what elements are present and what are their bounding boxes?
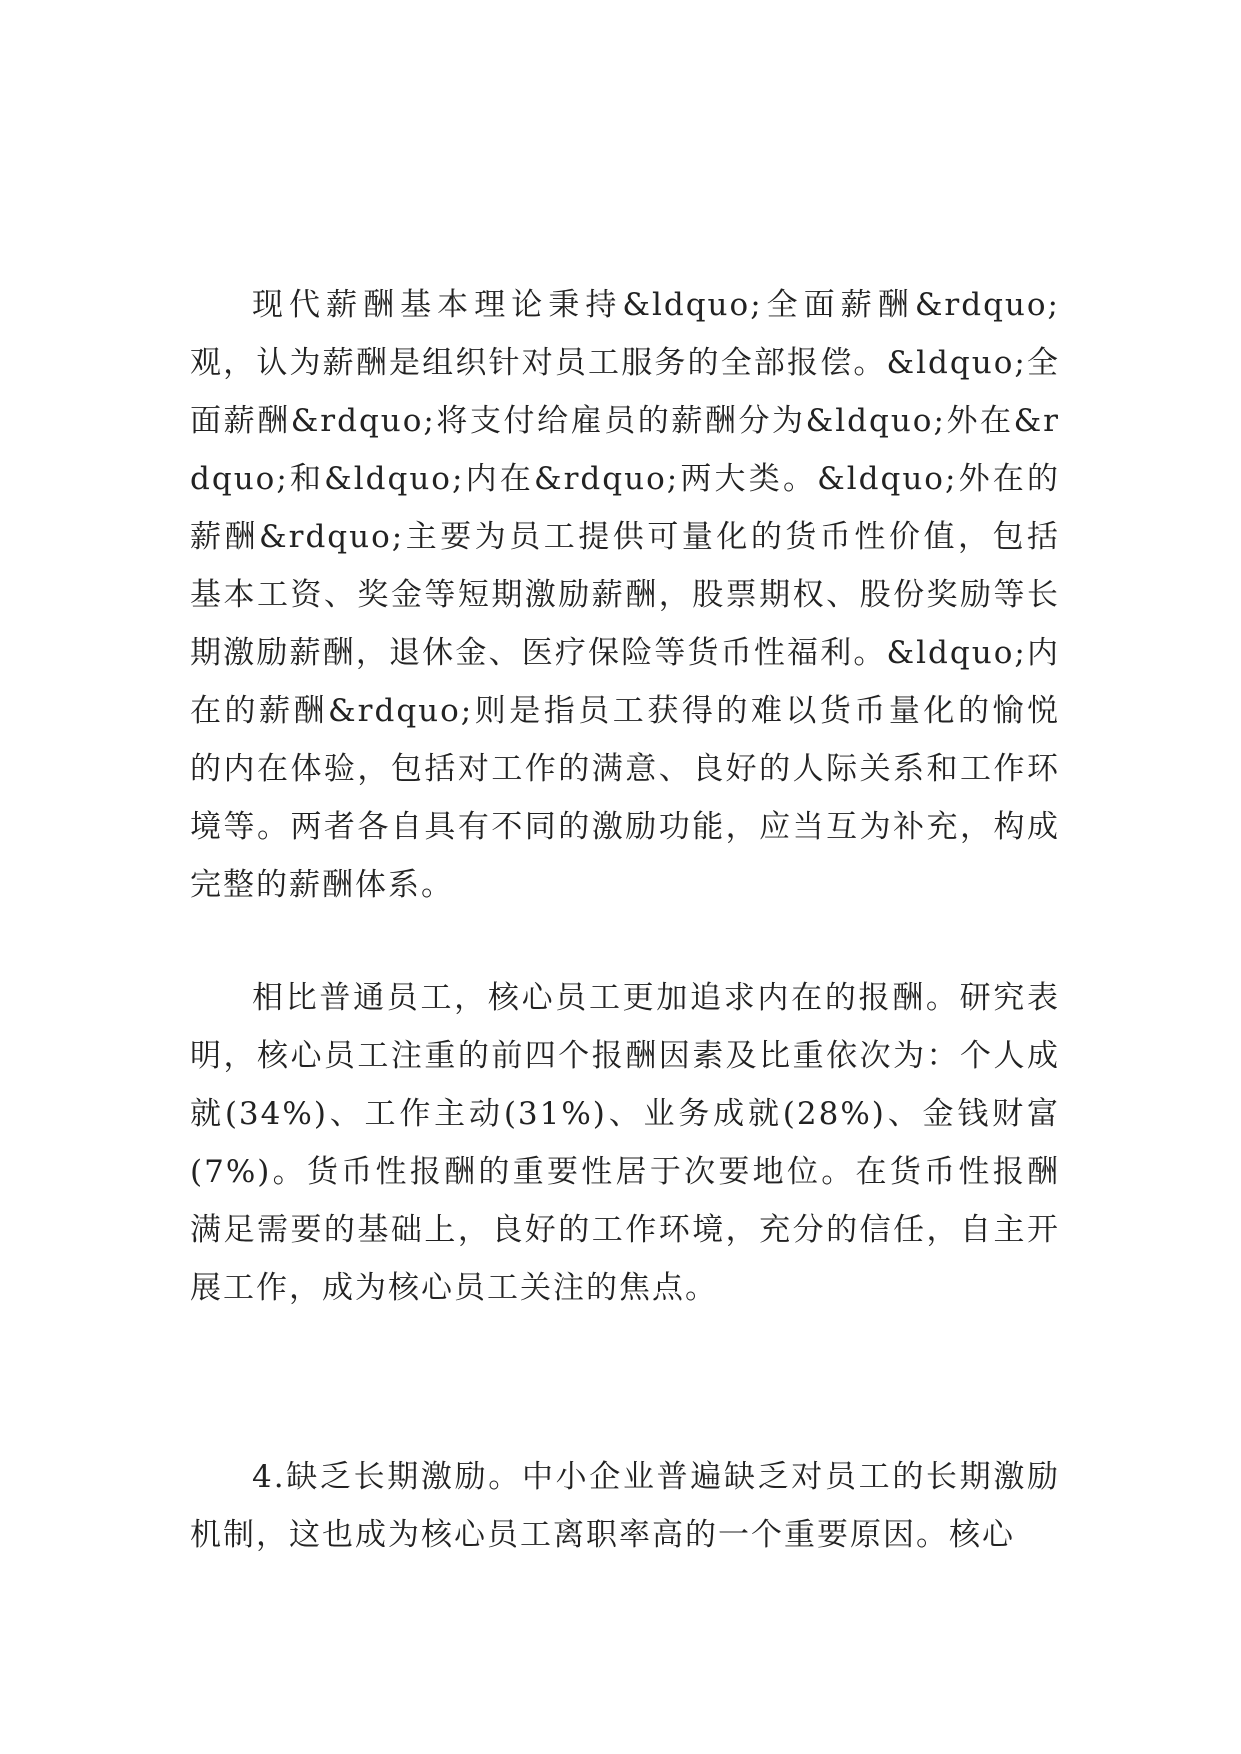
paragraph-core-employee-rewards: 相比普通员工，核心员工更加追求内在的报酬。研究表明，核心员工注重的前四个报酬因素及比重依次为：个人成就(34%)、工作主动(31%)、业务成就(28%)、金钱财富(7%)。货币性报酬的重要性居于次要地位。在货币性报酬满足需要的基础上，良好的工作环境，充分的信任，自主开展工作，成为核心员工关注的焦点。 (190, 980, 1060, 1306)
paragraph-total-compensation: 现代薪酬基本理论秉持&ldquo;全面薪酬&rdquo;观，认为薪酬是组织针对员工服务的全部报偿。&ldquo;全面薪酬&rdquo;将支付给雇员的薪酬分为&ldquo;外在&rdquo;和&ldquo;内在&rdquo;两大类。&ldquo;外在的薪酬&rdquo;主要为员工提供可量化的货币性价值，包括基本工资、奖金等短期激励薪酬，股票期权、股份奖励等长期激励薪酬，退休金、医疗保险等货币性福利。&ldquo;内在的薪酬&rdquo;则是指员工获得的难以货币量化的愉悦的内在体验，包括对工作的满意、良好的人际关系和工作环境等。两者各自具有不同的激励功能，应当互为补充，构成完整的薪酬体系。 (190, 287, 1060, 903)
paragraph-long-term-incentive: 4.缺乏长期激励。中小企业普遍缺乏对员工的长期激励机制，这也成为核心员工离职率高的一个重要原因。核心 (190, 1459, 1060, 1553)
